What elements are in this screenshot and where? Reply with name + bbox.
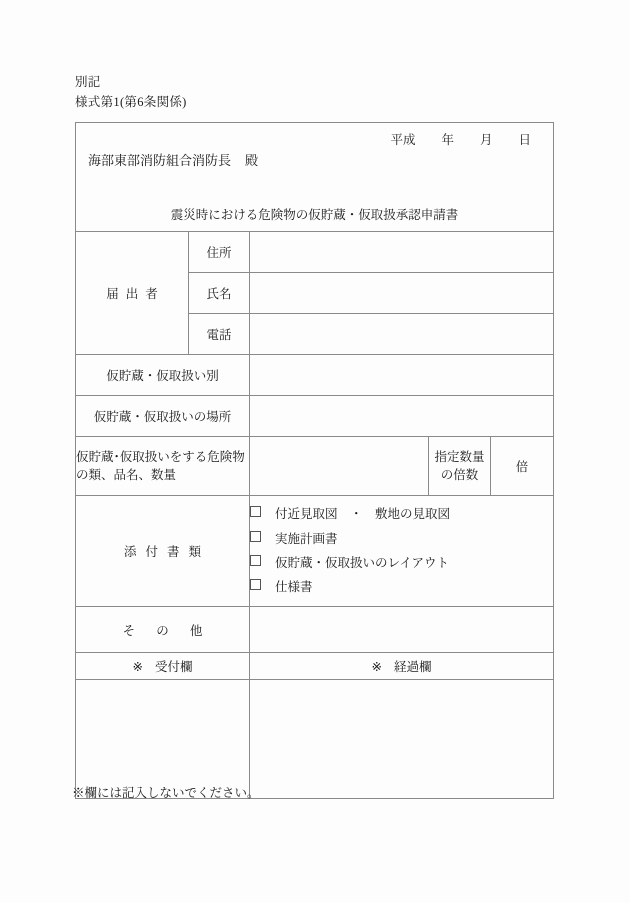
date-year-label: 年 — [441, 133, 455, 147]
location-label: 仮貯蔵・仮取扱いの場所 — [76, 396, 250, 437]
reception-input[interactable] — [76, 680, 250, 799]
reference-mark-icon: ※ — [132, 660, 143, 674]
addressee-line — [88, 150, 258, 169]
goods-label — [76, 437, 250, 496]
footer-note: ※欄には記入しないでください。 — [72, 786, 260, 800]
goods-label-line1: 仮貯蔵･仮取扱いをする危険物 — [76, 449, 245, 464]
goods-label-line2: の類、品名、数量 — [76, 468, 177, 482]
date-era-label: 平成 — [390, 133, 416, 147]
reference-mark-icon: ※ — [371, 660, 383, 674]
table-row-applicant-address — [76, 232, 554, 273]
table-row-official-blank — [76, 680, 554, 799]
applicant-name-input[interactable] — [250, 273, 554, 314]
checkbox-icon[interactable] — [250, 555, 261, 566]
storage-type-label: 仮貯蔵・仮取扱い別 — [76, 355, 250, 396]
table-row-attachments — [76, 496, 554, 607]
application-form-table — [75, 122, 554, 799]
reception-label: 受付欄 — [154, 660, 193, 674]
checkbox-icon[interactable] — [250, 579, 261, 590]
other-input[interactable] — [250, 607, 554, 653]
document-caption-form-number: 様式第1(第6条関係) — [75, 95, 187, 109]
applicant-address-label: 住所 — [189, 232, 250, 273]
attachment-label-1: 付近見取図 ・ 敷地の見取図 — [275, 507, 451, 522]
progress-label: 経過欄 — [394, 660, 432, 674]
date-day-label: 日 — [518, 133, 532, 147]
checkbox-icon[interactable] — [250, 506, 261, 517]
table-row-goods — [76, 437, 554, 496]
document-caption-besshi: 別記 — [75, 75, 101, 89]
attachment-item-4[interactable] — [250, 575, 553, 599]
attachments-list — [250, 496, 554, 607]
designated-quantity-multiple-label — [429, 437, 491, 496]
addressee-honorific: 殿 — [245, 153, 259, 168]
table-row-storage-type — [76, 355, 554, 396]
attachment-label-4: 仕様書 — [275, 580, 313, 595]
applicant-phone-input[interactable] — [250, 314, 554, 355]
page-title: 震災時における危険物の仮貯蔵・仮取扱承認申請書 — [170, 208, 459, 222]
attachment-item-1[interactable] — [250, 502, 553, 526]
table-row-header — [76, 123, 554, 232]
reception-column-header — [76, 653, 250, 680]
progress-input[interactable] — [250, 680, 554, 799]
progress-column-header — [250, 653, 554, 680]
date-month-label: 月 — [480, 133, 493, 147]
checkbox-icon[interactable] — [250, 531, 261, 542]
table-row-location — [76, 396, 554, 437]
applicant-label: 届出者 — [76, 232, 189, 355]
designated-quantity-line2: の倍数 — [440, 468, 479, 482]
designated-quantity-line1: 指定数量 — [434, 449, 485, 464]
attachment-item-3[interactable] — [250, 551, 553, 575]
addressee-name: 海部東部消防組合消防長 — [88, 153, 232, 168]
storage-type-input[interactable] — [250, 355, 554, 396]
form-header-cell — [76, 123, 554, 232]
date-line — [391, 130, 532, 148]
table-row-other — [76, 607, 554, 653]
goods-input[interactable] — [250, 437, 429, 496]
table-row-official-headers — [76, 653, 554, 680]
applicant-phone-label: 電話 — [189, 314, 250, 355]
other-label: そ の 他 — [76, 607, 250, 653]
attachment-label-2: 実施計画書 — [275, 531, 338, 546]
applicant-name-label: 氏名 — [189, 273, 250, 314]
location-input[interactable] — [250, 396, 554, 437]
designated-quantity-multiple-unit[interactable]: 倍 — [491, 437, 554, 496]
attachments-label: 添付書類 — [76, 496, 250, 607]
attachment-label-3: 仮貯蔵・仮取扱いのレイアウト — [275, 556, 450, 570]
attachment-item-2[interactable] — [250, 527, 553, 551]
applicant-address-input[interactable] — [250, 232, 554, 273]
